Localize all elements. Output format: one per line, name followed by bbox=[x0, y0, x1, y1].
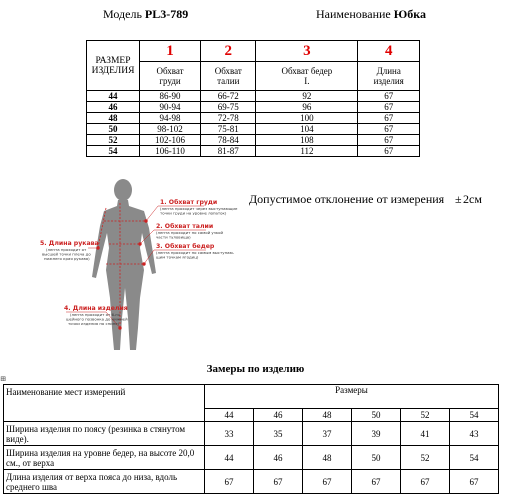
table-row: 50 98-102 75-81 104 67 bbox=[87, 124, 420, 135]
svg-text:(лента проходит по самым высту: (лента проходит по самым выступаю- bbox=[156, 250, 235, 255]
svg-text:(лента проходит от 6-го: (лента проходит от 6-го bbox=[70, 312, 120, 317]
name-line bbox=[316, 7, 426, 22]
column-number: 2 bbox=[201, 41, 256, 62]
name-header: Наименование мест измерений bbox=[4, 385, 205, 422]
name-label: Наименование bbox=[316, 7, 391, 21]
table-row: 48 94-98 72-78 100 67 bbox=[87, 113, 420, 124]
table-row: 52 102-106 78-84 108 67 bbox=[87, 135, 420, 146]
annotation-chest bbox=[160, 198, 238, 216]
body-measurement-diagram bbox=[36, 178, 246, 358]
table-row: Ширина изделия по поясу (резинка в стянутом виде). 33 35 37 39 41 43 bbox=[4, 422, 499, 446]
svg-text:нижнего края рукава): нижнего края рукава) bbox=[44, 256, 90, 261]
sizes-header: Размеры bbox=[205, 385, 499, 409]
model-line bbox=[103, 7, 188, 22]
column-label-chest: Обхват груди bbox=[140, 62, 201, 91]
svg-text:высшей точки плеча до: высшей точки плеча до bbox=[42, 251, 91, 257]
model-value: PL3-789 bbox=[144, 7, 189, 21]
svg-text:(лента проходит от: (лента проходит от bbox=[46, 247, 87, 252]
tolerance-text: Допустимое отклонение от измерения bbox=[249, 192, 445, 206]
name-value: Юбка bbox=[393, 7, 427, 21]
size-header-cell bbox=[87, 41, 140, 91]
size-column-header: 48 bbox=[303, 409, 352, 422]
size-header-line1: РАЗМЕР bbox=[95, 55, 131, 66]
svg-text:4. Длина изделия: 4. Длина изделия bbox=[64, 305, 128, 312]
model-label: Модель bbox=[103, 7, 142, 21]
svg-text:(лента проходит через выступаю: (лента проходит через выступающие bbox=[160, 206, 238, 211]
plus-minus-sign: ± bbox=[455, 192, 462, 206]
svg-text:5. Длина рукава: 5. Длина рукава bbox=[40, 240, 99, 247]
size-column-header: 54 bbox=[450, 409, 499, 422]
table-row: 44 86-90 66-72 92 67 bbox=[87, 91, 420, 102]
column-number: 4 bbox=[358, 41, 420, 62]
row-label: Длина изделия от верха пояса до низа, вдоль среднего шва bbox=[4, 470, 205, 494]
svg-text:3. Обхват бедер: 3. Обхват бедер bbox=[156, 243, 215, 250]
svg-text:щим точкам ягодиц): щим точкам ягодиц) bbox=[156, 254, 199, 260]
table-row: Ширина изделия на уровне бедер, на высоте 20,0 см., от верха 44 46 48 50 52 54 bbox=[4, 446, 499, 470]
svg-text:2. Обхват талии: 2. Обхват талии bbox=[156, 223, 214, 230]
annotation-hips bbox=[156, 242, 235, 260]
size-column-header: 46 bbox=[254, 409, 303, 422]
size-table bbox=[86, 40, 420, 157]
svg-text:(лента проходит по самой узкой: (лента проходит по самой узкой bbox=[156, 230, 224, 235]
table-anchor-icon: ⊞ bbox=[0, 375, 6, 383]
svg-text:точки груди на уровне лопаток): точки груди на уровне лопаток) bbox=[160, 210, 227, 216]
size-column-header: 52 bbox=[401, 409, 450, 422]
size-column-header: 50 bbox=[352, 409, 401, 422]
table-row: 46 90-94 69-75 96 67 bbox=[87, 102, 420, 113]
measurements-title: Замеры по изделию bbox=[206, 363, 305, 375]
tolerance-value: 2см bbox=[463, 192, 482, 206]
svg-text:шейного позвонка до нижней: шейного позвонка до нижней bbox=[66, 316, 128, 322]
size-column-header: 44 bbox=[205, 409, 254, 422]
table-row: 54 106-110 81-87 112 67 bbox=[87, 146, 420, 157]
row-label: Ширина изделия на уровне бедер, на высоте 20,0 см., от верха bbox=[4, 446, 205, 470]
column-number: 3 bbox=[256, 41, 358, 62]
column-label-length: Длина изделия bbox=[358, 62, 420, 91]
column-label-waist: Обхват талии bbox=[201, 62, 256, 91]
annotation-sleeve-length bbox=[40, 240, 99, 261]
annotation-item-length bbox=[64, 305, 128, 326]
svg-text:части туловища): части туловища) bbox=[156, 234, 191, 240]
size-header-line2: ИЗДЕЛИЯ bbox=[91, 65, 135, 76]
measurements-table bbox=[3, 384, 499, 494]
annotation-waist bbox=[156, 222, 223, 240]
svg-text:точки изделия по спине): точки изделия по спине) bbox=[68, 321, 120, 326]
row-label: Ширина изделия по поясу (резинка в стянутом виде). bbox=[4, 422, 205, 446]
table-row: Длина изделия от верха пояса до низа, вдоль среднего шва 67 67 67 67 67 67 bbox=[4, 470, 499, 494]
svg-text:1. Обхват груди: 1. Обхват груди bbox=[160, 199, 218, 206]
column-number: 1 bbox=[140, 41, 201, 62]
column-label-hips: Обхват бедер I. bbox=[256, 62, 358, 91]
